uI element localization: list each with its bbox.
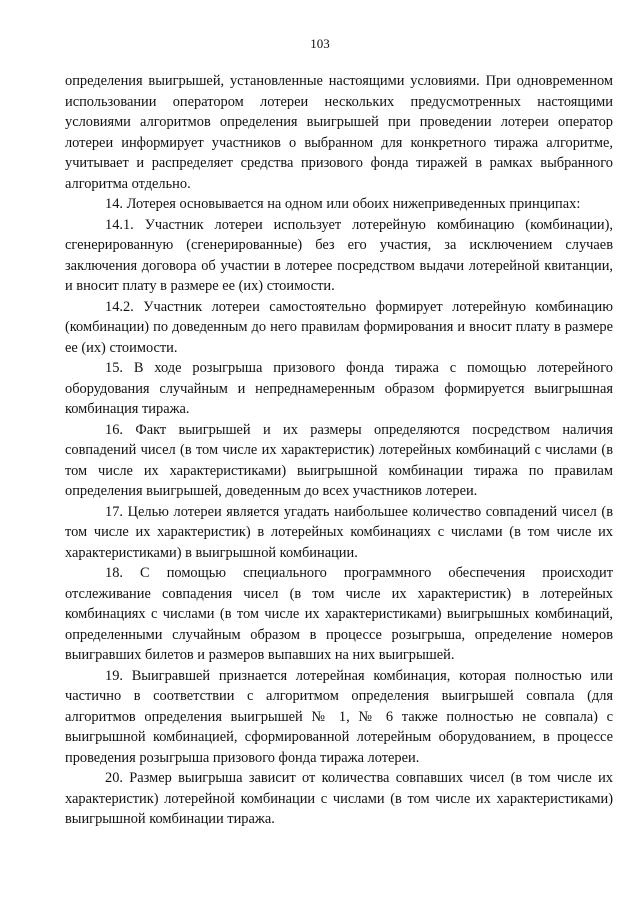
paragraph-continuation: определения выигрышей, установленные настоящими условиями. При одновременном использовании оператором лотереи нескольких предусмотренных настоящими условиями алгоритмов определения выигрышей при проведении лотереи оператор лотереи информирует участников о выбранном для конкретного тиража алгоритме, учитывает и распределяет средства призового фонда тиражей в рамках выбранного алгоритма отдельно. [65,73,613,192]
page-number: 103 [310,36,330,51]
paragraph-19: 19. Выигравшей признается лотерейная комбинация, которая полностью или частично в соответствии с алгоритмом определения выигрышей совпала (для алгоритмов определения выигрышей № 1, № 6 также полностью не совпала) с выигрышной комбинацией, сформированной лотерейным оборудованием, в процессе проведения розыгрыша призового фонда тиража лотереи. [65,667,613,766]
paragraph-14-2: 14.2. Участник лотереи самостоятельно формирует лотерейную комбинацию (комбинации) по доведенным до него правилам формирования и вносит плату в размере ее (их) стоимости. [65,298,613,356]
paragraph-16: 16. Факт выигрышей и их размеры определяются посредством наличия совпадений чисел (в том числе их характеристик) лотерейных комбинаций с числами (в том числе их характеристиками) выигрышной комбинации тиража по правилам определения выигрышей, доведенным до всех участников лотереи. [65,421,613,499]
paragraph-18: 18. С помощью специального программного обеспечения происходит отслеживание совпадения чисел (в том числе их характеристик) в лотерейных комбинациях с числами (в том числе их характеристиками) выигрышных комбинаций, определенными случайным образом в процессе розыгрыша, определение номеров выигравших билетов и размеров выпавших на них выигрышей. [65,565,613,663]
paragraph-20: 20. Размер выигрыша зависит от количества совпавших чисел (в том числе их характеристик) лотерейной комбинации с числами (в том числе их характеристиками) выигрышной комбинации тиража. [65,770,613,827]
paragraph-15: 15. В ходе розыгрыша призового фонда тиража с помощью лотерейного оборудования случайным и непреднамеренным образом формируется выигрышная комбинация тиража. [65,360,613,417]
paragraph-14: 14. Лотерея основывается на одном или обоих нижеприведенных принципах: [105,196,581,212]
paragraph-14-1: 14.1. Участник лотереи использует лотерейную комбинацию (комбинации), сгенерированную (сгенерированные) без его участия, за исключением случаев заключения договора об участии в лотерее посредством выдачи лотерейной квитанции, и вносит плату в размере ее (их) стоимости. [65,216,613,294]
paragraph-17: 17. Целью лотереи является угадать наибольшее количество совпадений чисел (в том числе их характеристик) в лотерейных комбинациях с числами (в том числе их характеристиками) в выигрышной комбинации. [65,503,613,561]
document-body [65,71,613,830]
